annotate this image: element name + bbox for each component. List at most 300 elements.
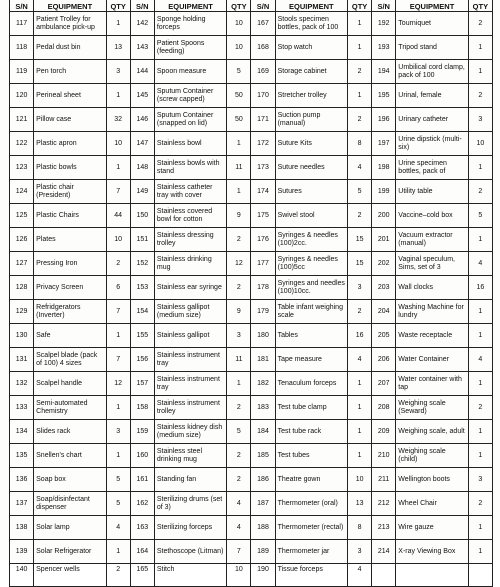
qty-cell: 10 — [106, 228, 130, 252]
header-sn-4: S/N — [372, 0, 396, 12]
equipment-cell: Plastic apron — [34, 132, 106, 156]
table-row — [10, 492, 493, 516]
sn-cell: 179 — [251, 300, 275, 324]
sn-cell: 136 — [10, 468, 34, 492]
equipment-cell: Washing Machine for lundry — [396, 300, 468, 324]
sn-cell: 203 — [372, 276, 396, 300]
equipment-cell: Stainless gallipot (medium size) — [154, 300, 226, 324]
equipment-cell: Pen torch — [34, 60, 106, 84]
equipment-cell: Solar lamp — [34, 516, 106, 540]
qty-cell: 4 — [227, 516, 251, 540]
sn-cell: 160 — [130, 444, 154, 468]
qty-cell: 5 — [106, 468, 130, 492]
equipment-cell: Spoon measure — [154, 60, 226, 84]
equipment-cell: Scalpel handle — [34, 372, 106, 396]
equipment-cell: Stitch — [154, 564, 226, 587]
qty-cell: 2 — [227, 396, 251, 420]
table-header-row — [10, 0, 493, 12]
equipment-cell: Storage cabinet — [275, 60, 347, 84]
sn-cell: 201 — [372, 228, 396, 252]
sn-cell: 171 — [251, 108, 275, 132]
equipment-cell: Suction pump (manual) — [275, 108, 347, 132]
qty-cell: 2 — [348, 60, 372, 84]
header-qty-2: QTY — [227, 0, 251, 12]
equipment-cell: Scalpel blade (pack of 100) 4 sizes — [34, 348, 106, 372]
qty-cell: 3 — [348, 276, 372, 300]
sn-cell: 140 — [10, 564, 34, 587]
sn-cell: 185 — [251, 444, 275, 468]
equipment-cell: Pedal dust bin — [34, 36, 106, 60]
qty-cell: 1 — [227, 132, 251, 156]
qty-cell: 2 — [468, 396, 492, 420]
equipment-cell: Plates — [34, 228, 106, 252]
sn-cell: 180 — [251, 324, 275, 348]
equipment-cell: Stainless instrument tray — [154, 372, 226, 396]
qty-cell: 5 — [468, 204, 492, 228]
qty-cell: 2 — [468, 84, 492, 108]
equipment-cell: Suture needles — [275, 156, 347, 180]
table-body — [10, 12, 493, 587]
sn-cell: 121 — [10, 108, 34, 132]
equipment-cell: Stainless instrument trolley — [154, 396, 226, 420]
equipment-cell: Plastic chair (President) — [34, 180, 106, 204]
sn-cell: 206 — [372, 348, 396, 372]
qty-cell: 32 — [106, 108, 130, 132]
equipment-cell: Privacy Screen — [34, 276, 106, 300]
qty-cell: 1 — [468, 228, 492, 252]
sn-cell: 139 — [10, 540, 34, 564]
equipment-cell: Thermometer (oral) — [275, 492, 347, 516]
equipment-cell: Stainless kidney dish (medium size) — [154, 420, 226, 444]
qty-cell: 16 — [468, 276, 492, 300]
equipment-cell: Weighing scale (child) — [396, 444, 468, 468]
qty-cell: 8 — [348, 132, 372, 156]
table-row — [10, 348, 493, 372]
sn-cell: 137 — [10, 492, 34, 516]
qty-cell: 10 — [227, 564, 251, 587]
sn-cell: 134 — [10, 420, 34, 444]
qty-cell: 13 — [106, 36, 130, 60]
qty-cell: 1 — [106, 396, 130, 420]
qty-cell: 1 — [468, 60, 492, 84]
sn-cell: 143 — [130, 36, 154, 60]
header-sn-3: S/N — [251, 0, 275, 12]
qty-cell: 5 — [227, 420, 251, 444]
qty-cell: 2 — [227, 228, 251, 252]
sn-cell: 159 — [130, 420, 154, 444]
table-row — [10, 372, 493, 396]
equipment-cell: Snellen's chart — [34, 444, 106, 468]
equipment-cell: Water Container — [396, 348, 468, 372]
equipment-cell: Tables — [275, 324, 347, 348]
sn-cell: 207 — [372, 372, 396, 396]
sn-cell: 122 — [10, 132, 34, 156]
header-qty-4: QTY — [468, 0, 492, 12]
sn-cell: 213 — [372, 516, 396, 540]
table-row — [10, 516, 493, 540]
qty-cell: 3 — [227, 324, 251, 348]
sn-cell: 146 — [130, 108, 154, 132]
qty-cell: 9 — [227, 204, 251, 228]
qty-cell: 5 — [227, 60, 251, 84]
equipment-cell: Stainless instrument tray — [154, 348, 226, 372]
sn-cell: 202 — [372, 252, 396, 276]
table-row — [10, 228, 493, 252]
table-row — [10, 132, 493, 156]
qty-cell: 2 — [227, 468, 251, 492]
equipment-cell: Weighing scale (Seward) — [396, 396, 468, 420]
equipment-cell: Suture Kits — [275, 132, 347, 156]
sn-cell: 123 — [10, 156, 34, 180]
qty-cell: 4 — [106, 516, 130, 540]
qty-cell: 4 — [227, 492, 251, 516]
qty-cell: 50 — [227, 108, 251, 132]
sn-cell: 183 — [251, 396, 275, 420]
qty-cell: 50 — [227, 84, 251, 108]
equipment-cell: Stainless gallipot — [154, 324, 226, 348]
table-row — [10, 540, 493, 564]
equipment-cell: Stools specimen bottles, pack of 100 — [275, 12, 347, 36]
table-row — [10, 564, 493, 587]
equipment-cell: Standing fan — [154, 468, 226, 492]
qty-cell: 1 — [348, 372, 372, 396]
qty-cell: 4 — [348, 348, 372, 372]
qty-cell: 2 — [348, 300, 372, 324]
table-row — [10, 420, 493, 444]
equipment-cell: Vacuum extractor (manual) — [396, 228, 468, 252]
qty-cell: 15 — [348, 228, 372, 252]
sn-cell: 152 — [130, 252, 154, 276]
equipment-cell: Solar Refrigerator — [34, 540, 106, 564]
equipment-cell: Weighing scale, adult — [396, 420, 468, 444]
equipment-cell: Theatre gown — [275, 468, 347, 492]
table-row — [10, 180, 493, 204]
equipment-cell: Soap box — [34, 468, 106, 492]
qty-cell: 1 — [106, 324, 130, 348]
sn-cell: 126 — [10, 228, 34, 252]
qty-cell: 5 — [348, 180, 372, 204]
sn-cell: 205 — [372, 324, 396, 348]
qty-cell: 1 — [227, 180, 251, 204]
equipment-cell: Plastic bowls — [34, 156, 106, 180]
sn-cell: 131 — [10, 348, 34, 372]
equipment-cell: Wire gauze — [396, 516, 468, 540]
equipment-cell: Refridgerators (Inverter) — [34, 300, 106, 324]
sn-cell: 173 — [251, 156, 275, 180]
equipment-cell: Vaginal speculum, Sims, set of 3 — [396, 252, 468, 276]
sn-cell: 190 — [251, 564, 275, 587]
equipment-cell: Stethoscope (Litman) — [154, 540, 226, 564]
sn-cell: 174 — [251, 180, 275, 204]
table-row — [10, 156, 493, 180]
table-row — [10, 276, 493, 300]
qty-cell: 7 — [106, 348, 130, 372]
sn-cell: 181 — [251, 348, 275, 372]
equipment-cell: Pillow case — [34, 108, 106, 132]
equipment-cell: Table infant weighing scale — [275, 300, 347, 324]
qty-cell: 12 — [227, 252, 251, 276]
equipment-table — [9, 0, 493, 587]
qty-cell: 8 — [348, 516, 372, 540]
sn-cell: 178 — [251, 276, 275, 300]
qty-cell: 12 — [106, 372, 130, 396]
equipment-cell: Thermometer jar — [275, 540, 347, 564]
sn-cell: 196 — [372, 108, 396, 132]
header-equipment-4: EQUIPMENT — [396, 0, 468, 12]
sn-cell: 155 — [130, 324, 154, 348]
table-row — [10, 60, 493, 84]
equipment-cell: Urinal, female — [396, 84, 468, 108]
sn-cell: 195 — [372, 84, 396, 108]
sn-cell: 119 — [10, 60, 34, 84]
qty-cell: 2 — [468, 180, 492, 204]
equipment-cell: Tissue forceps — [275, 564, 347, 587]
equipment-cell: Stainless covered bowl for cotton — [154, 204, 226, 228]
equipment-cell: Perineal sheet — [34, 84, 106, 108]
table-row — [10, 12, 493, 36]
sn-cell: 198 — [372, 156, 396, 180]
equipment-cell: Tripod stand — [396, 36, 468, 60]
qty-cell: 1 — [468, 324, 492, 348]
qty-cell: 1 — [468, 540, 492, 564]
qty-cell: 4 — [468, 252, 492, 276]
equipment-cell: Wall clocks — [396, 276, 468, 300]
sn-cell: 194 — [372, 60, 396, 84]
equipment-cell: Stainless bowl — [154, 132, 226, 156]
sn-cell: 211 — [372, 468, 396, 492]
qty-cell: 3 — [106, 60, 130, 84]
header-equipment-1: EQUIPMENT — [34, 0, 106, 12]
equipment-cell: Test tube rack — [275, 420, 347, 444]
qty-cell: 1 — [348, 396, 372, 420]
qty-cell: 1 — [348, 12, 372, 36]
equipment-cell: Thermometer (rectal) — [275, 516, 347, 540]
table-row — [10, 396, 493, 420]
sn-cell: 125 — [10, 204, 34, 228]
qty-cell: 2 — [106, 564, 130, 587]
equipment-cell: Urine specimen bottles, pack of — [396, 156, 468, 180]
qty-cell: 1 — [348, 444, 372, 468]
sn-cell: 197 — [372, 132, 396, 156]
sn-cell — [372, 564, 396, 587]
qty-cell: 44 — [106, 204, 130, 228]
sn-cell: 130 — [10, 324, 34, 348]
qty-cell: 15 — [348, 252, 372, 276]
table-row — [10, 252, 493, 276]
qty-cell: 1 — [106, 12, 130, 36]
equipment-cell: Utility table — [396, 180, 468, 204]
sn-cell: 142 — [130, 12, 154, 36]
equipment-cell: Stainless bowls with stand — [154, 156, 226, 180]
sn-cell: 187 — [251, 492, 275, 516]
table-row — [10, 108, 493, 132]
equipment-cell: Spencer wells — [34, 564, 106, 587]
qty-cell: 2 — [468, 12, 492, 36]
equipment-cell: Sterilizing forceps — [154, 516, 226, 540]
sn-cell: 138 — [10, 516, 34, 540]
sn-cell: 132 — [10, 372, 34, 396]
sn-cell: 184 — [251, 420, 275, 444]
sn-cell: 163 — [130, 516, 154, 540]
table-row — [10, 204, 493, 228]
qty-cell: 2 — [227, 444, 251, 468]
equipment-cell: Stainless steel drinking mug — [154, 444, 226, 468]
header-sn-2: S/N — [130, 0, 154, 12]
sn-cell: 177 — [251, 252, 275, 276]
sn-cell: 133 — [10, 396, 34, 420]
qty-cell: 2 — [348, 108, 372, 132]
equipment-cell: Safe — [34, 324, 106, 348]
sn-cell: 161 — [130, 468, 154, 492]
table-row — [10, 300, 493, 324]
equipment-cell: Swivel stool — [275, 204, 347, 228]
sn-cell: 176 — [251, 228, 275, 252]
sn-cell: 168 — [251, 36, 275, 60]
equipment-cell: Wheel Chair — [396, 492, 468, 516]
equipment-cell — [396, 564, 468, 587]
sn-cell: 200 — [372, 204, 396, 228]
equipment-cell: Semi-automated Chemistry — [34, 396, 106, 420]
sn-cell: 208 — [372, 396, 396, 420]
equipment-cell: Tenaculum forceps — [275, 372, 347, 396]
header-qty-1: QTY — [106, 0, 130, 12]
sn-cell: 117 — [10, 12, 34, 36]
equipment-cell: Sputum Container (snapped on lid) — [154, 108, 226, 132]
qty-cell: 10 — [106, 132, 130, 156]
sn-cell: 135 — [10, 444, 34, 468]
table-row — [10, 84, 493, 108]
sn-cell: 145 — [130, 84, 154, 108]
qty-cell: 3 — [468, 108, 492, 132]
qty-cell: 10 — [468, 132, 492, 156]
qty-cell: 1 — [468, 300, 492, 324]
qty-cell: 2 — [106, 252, 130, 276]
sn-cell: 199 — [372, 180, 396, 204]
qty-cell: 3 — [348, 540, 372, 564]
sn-cell: 120 — [10, 84, 34, 108]
sn-cell: 147 — [130, 132, 154, 156]
sn-cell: 204 — [372, 300, 396, 324]
qty-cell: 1 — [468, 420, 492, 444]
sn-cell: 165 — [130, 564, 154, 587]
qty-cell: 1 — [468, 444, 492, 468]
qty-cell: 7 — [106, 180, 130, 204]
header-qty-3: QTY — [348, 0, 372, 12]
sn-cell: 175 — [251, 204, 275, 228]
qty-cell: 1 — [348, 36, 372, 60]
equipment-cell: Slides rack — [34, 420, 106, 444]
sn-cell: 210 — [372, 444, 396, 468]
equipment-cell: Sterilizing drums (set of 3) — [154, 492, 226, 516]
qty-cell: 4 — [348, 156, 372, 180]
qty-cell: 11 — [227, 156, 251, 180]
equipment-cell: Syringes & needles (100)2cc. — [275, 228, 347, 252]
sn-cell: 214 — [372, 540, 396, 564]
equipment-cell: Sponge holding forceps — [154, 12, 226, 36]
equipment-cell: Tape measure — [275, 348, 347, 372]
qty-cell: 6 — [106, 276, 130, 300]
qty-cell: 10 — [227, 12, 251, 36]
qty-cell: 2 — [227, 276, 251, 300]
qty-cell — [468, 564, 492, 587]
sn-cell: 193 — [372, 36, 396, 60]
table-row — [10, 444, 493, 468]
qty-cell: 1 — [106, 444, 130, 468]
sn-cell: 186 — [251, 468, 275, 492]
qty-cell: 2 — [348, 204, 372, 228]
sn-cell: 189 — [251, 540, 275, 564]
qty-cell: 1 — [106, 156, 130, 180]
sn-cell: 144 — [130, 60, 154, 84]
equipment-cell: Test tubes — [275, 444, 347, 468]
equipment-cell: Plastic Chairs — [34, 204, 106, 228]
sn-cell: 157 — [130, 372, 154, 396]
qty-cell: 2 — [468, 492, 492, 516]
qty-cell: 3 — [106, 420, 130, 444]
equipment-cell: Patient Spoons (feeding) — [154, 36, 226, 60]
qty-cell: 1 — [106, 540, 130, 564]
sn-cell: 118 — [10, 36, 34, 60]
sn-cell: 129 — [10, 300, 34, 324]
equipment-cell: Stainless dressing trolley — [154, 228, 226, 252]
sn-cell: 192 — [372, 12, 396, 36]
sn-cell: 128 — [10, 276, 34, 300]
qty-cell: 10 — [227, 36, 251, 60]
sn-cell: 153 — [130, 276, 154, 300]
equipment-cell: Sutures — [275, 180, 347, 204]
qty-cell: 7 — [227, 540, 251, 564]
qty-cell: 9 — [227, 300, 251, 324]
sn-cell: 212 — [372, 492, 396, 516]
qty-cell: 5 — [106, 492, 130, 516]
sn-cell: 188 — [251, 516, 275, 540]
sn-cell: 162 — [130, 492, 154, 516]
equipment-cell: Tourniquet — [396, 12, 468, 36]
header-equipment-2: EQUIPMENT — [154, 0, 226, 12]
sn-cell: 149 — [130, 180, 154, 204]
equipment-cell: Vaccine–cold box — [396, 204, 468, 228]
equipment-cell: Stainless drinking mug — [154, 252, 226, 276]
sn-cell: 150 — [130, 204, 154, 228]
sn-cell: 151 — [130, 228, 154, 252]
sn-cell: 127 — [10, 252, 34, 276]
sn-cell: 182 — [251, 372, 275, 396]
equipment-cell: Stop watch — [275, 36, 347, 60]
qty-cell: 11 — [227, 348, 251, 372]
table-row — [10, 36, 493, 60]
sn-cell: 124 — [10, 180, 34, 204]
qty-cell: 1 — [468, 36, 492, 60]
qty-cell: 16 — [348, 324, 372, 348]
qty-cell: 1 — [468, 372, 492, 396]
equipment-cell: Syringes & needles (100)5cc — [275, 252, 347, 276]
sn-cell: 167 — [251, 12, 275, 36]
equipment-cell: Stainless catheter tray with cover — [154, 180, 226, 204]
equipment-cell: Stainless ear syringe — [154, 276, 226, 300]
sn-cell: 169 — [251, 60, 275, 84]
equipment-cell: Sputum Container (screw capped) — [154, 84, 226, 108]
qty-cell: 1 — [468, 156, 492, 180]
equipment-cell: Water container with tap — [396, 372, 468, 396]
qty-cell: 1 — [348, 420, 372, 444]
equipment-cell: Waste receptacle — [396, 324, 468, 348]
qty-cell: 13 — [348, 492, 372, 516]
equipment-cell: Urine dipstick (multi-six) — [396, 132, 468, 156]
equipment-cell: Pressing Iron — [34, 252, 106, 276]
equipment-cell: Patient Trolley for ambulance pick-up — [34, 12, 106, 36]
sn-cell: 170 — [251, 84, 275, 108]
equipment-cell: Wellington boots — [396, 468, 468, 492]
